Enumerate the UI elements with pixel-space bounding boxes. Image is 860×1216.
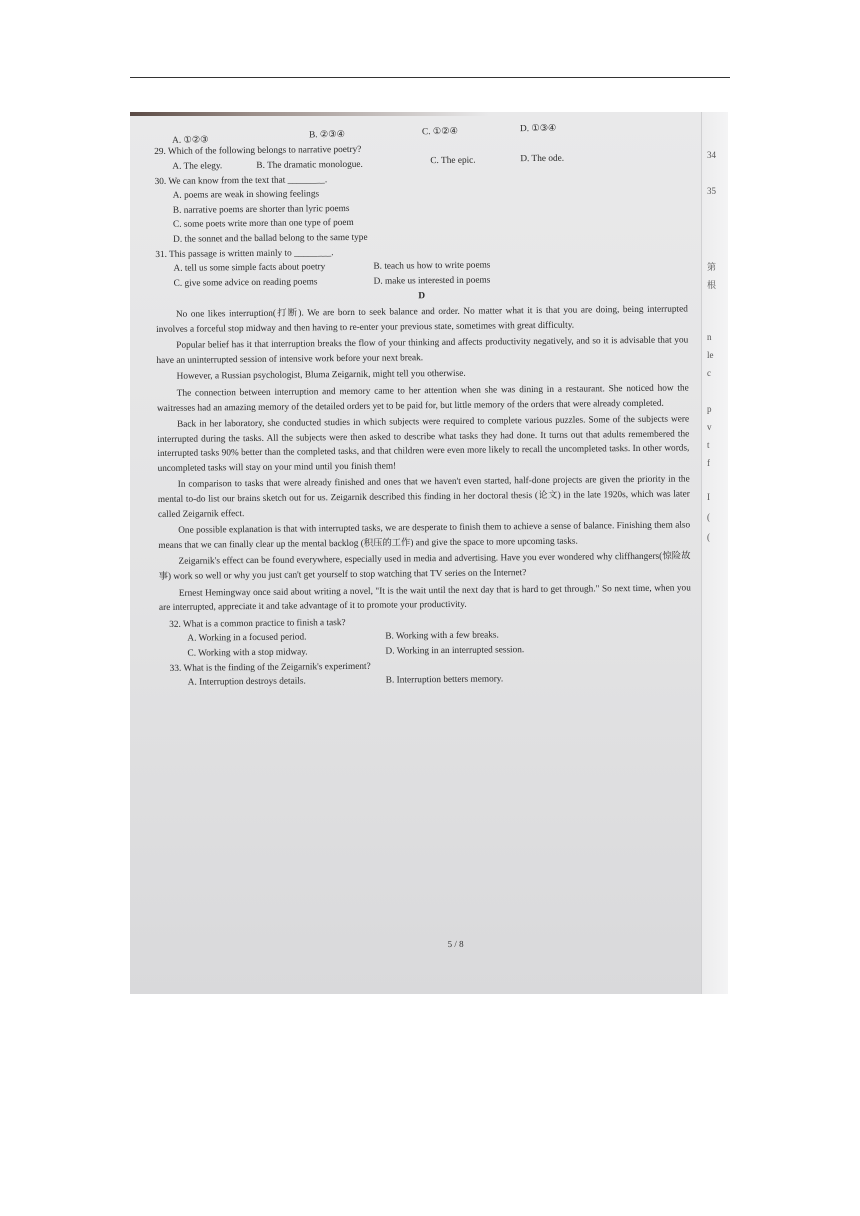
q33-option-a: A. Interruption destroys details. xyxy=(187,676,306,688)
q29-option-a: A. The elegy. xyxy=(172,160,223,172)
edge-text: 第 xyxy=(707,262,717,272)
edge-text: ( xyxy=(707,512,710,522)
q31-option-d: D. make us interested in poems xyxy=(373,275,491,287)
exam-page-photo xyxy=(130,112,728,994)
q29-option-d: D. The ode. xyxy=(520,153,565,164)
q31-stem: 31. This passage is written mainly to ________. xyxy=(155,247,334,260)
q31-option-a: A. tell us some simple facts about poetry xyxy=(173,262,326,274)
edge-text: ( xyxy=(707,532,710,542)
edge-text: t xyxy=(707,440,710,450)
edge-text: c xyxy=(707,368,711,378)
passage-paragraph: No one likes interruption(打断). We are born to seek balance and order. No matter what it is that you are doing, being interrupted involves a forceful stop midway and then having to re-enter your previous state, sometimes with great difficulty. xyxy=(156,304,688,335)
passage-paragraph: Ernest Hemingway once said about writing a novel, "It is the wait until the next day that is hard to get through." So next time, when you are interrupted, appreciate it and take advantage of it to promote your productivity. xyxy=(158,583,691,614)
q29-option-b: B. The dramatic monologue. xyxy=(256,159,363,171)
q32-option-b: B. Working with a few breaks. xyxy=(385,630,499,643)
q32-option-a: A. Working in a focused period. xyxy=(187,632,307,645)
q33-stem: 33. What is the finding of the Zeigarnik's experiment? xyxy=(169,661,371,674)
section-heading: D xyxy=(418,291,426,302)
q32-stem: 32. What is a common practice to finish a task? xyxy=(169,617,346,630)
passage-paragraph: In comparison to tasks that were already finished and ones that we haven't even started, half-done projects are given the priority in the mental to-do list our brains sketch out for us. Zeigarnik described this finding in her doctoral thesis (论文) in the late 1920s, which was later called Zeigarnik effect. xyxy=(157,474,690,520)
top-divider xyxy=(130,77,730,78)
q28-option-d: D. ①③④ xyxy=(519,123,557,135)
exam-text xyxy=(154,123,692,949)
edge-text: I xyxy=(707,492,710,502)
edge-text: p xyxy=(707,404,712,414)
passage-paragraph: However, a Russian psychologist, Bluma Zeigarnik, might tell you otherwise. xyxy=(176,369,466,383)
q30-option-b: B. narrative poems are shorter than lyric poems xyxy=(172,203,350,216)
q29-option-c: C. The epic. xyxy=(430,155,476,166)
q28-option-b: B. ②③④ xyxy=(309,130,345,141)
passage-paragraph: Popular belief has it that interruption breaks the flow of your thinking and affects productivity negatively, and so it is advisable that you have an uninterrupted session of intensive work before your next break. xyxy=(156,335,689,366)
q32-option-d: D. Working in an interrupted session. xyxy=(385,645,525,657)
binding-shadow xyxy=(130,112,728,116)
q30-stem: 30. We can know from the text that ________. xyxy=(154,174,328,187)
edge-text: f xyxy=(707,458,710,468)
q30-option-c: C. some poets write more than one type of poem xyxy=(172,218,354,231)
q29-stem: 29. Which of the following belongs to narrative poetry? xyxy=(154,144,362,157)
q33-option-b: B. Interruption betters memory. xyxy=(385,674,504,686)
passage-paragraph: Zeigarnik's effect can be found everywhere, especially used in media and advertising. Have you ever wondered why cliffhangers(惊险故事) work so well or why you just can't get yourself to stop watching that TV series on the Internet? xyxy=(158,551,691,583)
passage-paragraph: The connection between interruption and memory came to her attention when she was dining in a restaurant. She noticed how the waitresses had an amazing memory of the detailed orders yet to be paid for, but little memory of the orders that were already completed. xyxy=(156,383,689,414)
edge-text: 34 xyxy=(707,150,716,160)
edge-text: 根 xyxy=(707,280,717,290)
passage-paragraph: Back in her laboratory, she conducted studies in which subjects were required to complete various puzzles. Some of the subjects were interrupted during the tasks. All the subjects were then asked to describe what tasks they had done. It turns out that adults remembered the interrupted tasks 90% better than the completed tasks, and that children were even more likely to recall the uncompleted tasks. In other words, uncompleted tasks will stay on your mind until you finish them! xyxy=(157,414,690,474)
edge-text: v xyxy=(707,422,712,432)
q31-option-c: C. give some advice on reading poems xyxy=(173,277,318,289)
q32-option-c: C. Working with a stop midway. xyxy=(187,647,308,659)
q31-option-b: B. teach us how to write poems xyxy=(373,260,491,272)
edge-text: le xyxy=(707,350,714,360)
q28-option-a: A. ①②③ xyxy=(172,135,209,146)
passage-paragraph: One possible explanation is that with interrupted tasks, we are desperate to finish them to achieve a sense of balance. Finishing them also means that we can finally clear up the mental backlog (积压的工作) and give the space to more upcoming tasks. xyxy=(158,520,691,551)
page-number: 5 / 8 xyxy=(447,938,464,949)
q30-option-a: A. poems are weak in showing feelings xyxy=(172,189,320,201)
q28-option-c: C. ①②④ xyxy=(421,126,458,138)
edge-text: n xyxy=(707,332,712,342)
q30-option-d: D. the sonnet and the ballad belong to the same type xyxy=(173,232,368,245)
adjacent-page-edge xyxy=(701,112,728,994)
edge-text: 35 xyxy=(707,186,716,196)
